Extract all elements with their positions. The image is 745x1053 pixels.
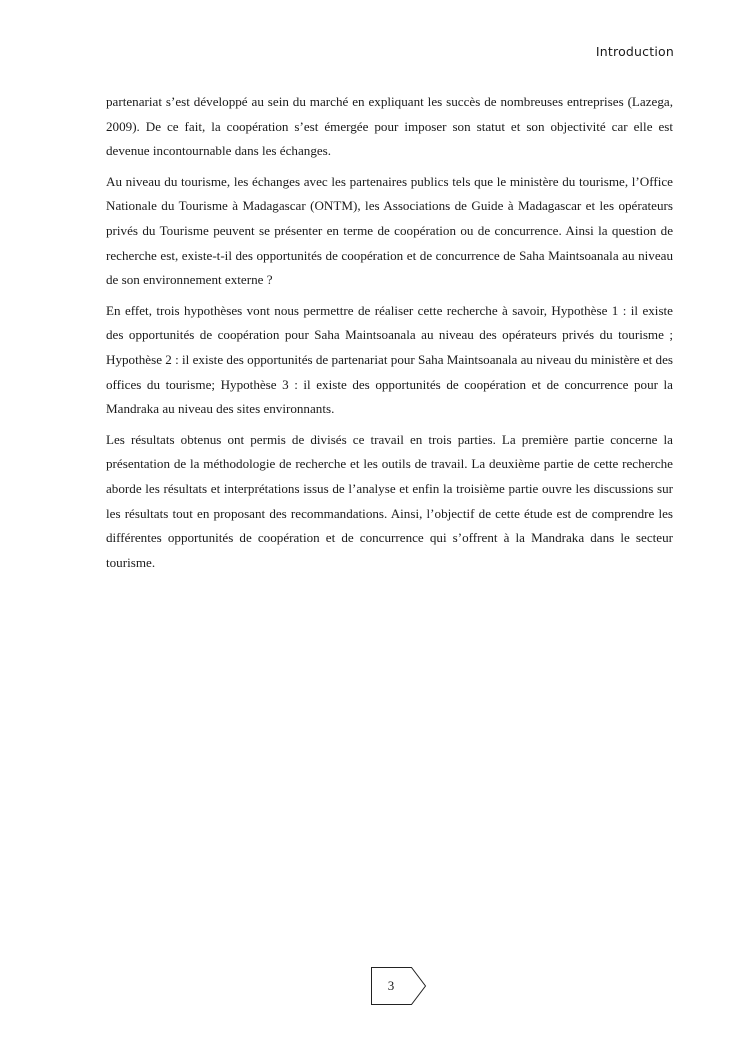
paragraph-hypotheses: En effet, trois hypothèses vont nous permettre de réaliser cette recherche à savoir, Hypothèse 1 : il existe des opportunités de coopération pour Saha Maintsoanala au niveau des opérateurs privés du tourisme ; Hypothèse 2 : il existe des opportunités de partenariat pour Saha Maintsoanala au niveau du ministère et des offices du tourisme; Hypothèse 3 : il existe des opportunités de coopération et de concurrence pour la Mandraka au niveau des sites environnants. xyxy=(106,302,673,417)
page-number: 3 xyxy=(387,978,395,993)
running-header-section-title: Introduction xyxy=(595,44,674,59)
paragraph-structure: Les résultats obtenus ont permis de divisés ce travail en trois parties. La première partie concerne la présentation de la méthodologie de recherche et les outils de travail. La deuxième partie de cette recherche aborde les résultats et interprétations issus de l’analyse et enfin la troisième partie ouvre les discussions sur les résultats tout en proposant des recommandations. Ainsi, l’objectif de cette étude est de comprendre les différentes opportunités de coopération et de concurrence qui s’offrent à la Mandraka dans le secteur tourisme. xyxy=(106,431,673,570)
paragraph-partnership: partenariat s’est développé au sein du marché en expliquant les succès de nombreuses entreprises (Lazega, 2009). De ce fait, la coopération s’est émergée pour imposer son statut et son objectivité car elle est devenue incontournable dans les échanges. xyxy=(106,94,673,159)
body-text xyxy=(106,90,673,581)
page-number-badge xyxy=(371,967,427,1005)
paragraph-research-question: Au niveau du tourisme, les échanges avec les partenaires publics tels que le ministère du tourisme, l’Office Nationale du Tourisme à Madagascar (ONTM), les Associations de Guide à Madagascar et les opérateurs privés du Tourisme peuvent se présenter en terme de coopération ou de concurrence. Ainsi la question de recherche est, existe-t-il des opportunités de coopération et de concurrence de Saha Maintsoanala au niveau de son environnement externe ? xyxy=(106,173,673,288)
